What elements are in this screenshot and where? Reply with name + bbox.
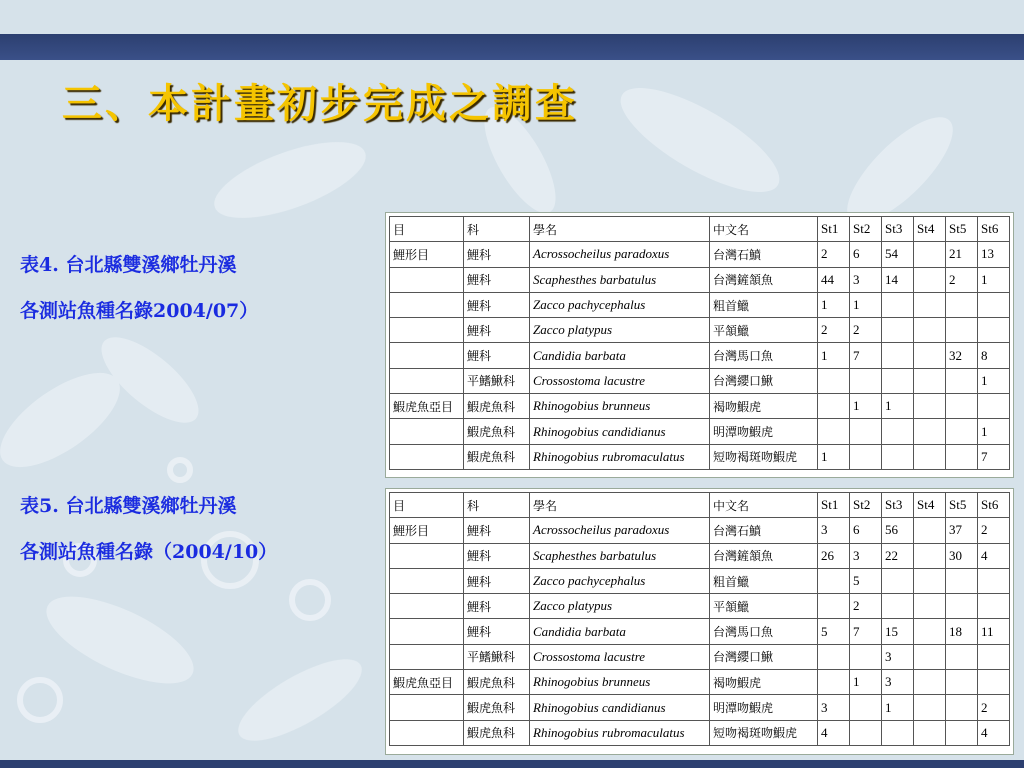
column-header: St2 — [850, 217, 882, 242]
column-header: St3 — [882, 217, 914, 242]
table1-caption — [20, 242, 258, 334]
column-header: St6 — [978, 217, 1010, 242]
table-cell: 鰕虎魚科 — [464, 419, 530, 444]
table-cell — [390, 419, 464, 444]
count-cell — [978, 568, 1010, 593]
table-row — [390, 695, 1010, 720]
count-cell — [946, 594, 978, 619]
count-cell — [946, 368, 978, 393]
table-cell: 明潭吻鰕虎 — [710, 695, 818, 720]
count-cell: 4 — [978, 720, 1010, 745]
table-cell: 粗首鱲 — [710, 292, 818, 317]
table-cell: 鯉科 — [464, 318, 530, 343]
scientific-name-cell: Acrossocheilus paradoxus — [530, 242, 710, 267]
table-cell — [390, 543, 464, 568]
count-cell — [914, 444, 946, 469]
count-cell: 22 — [882, 543, 914, 568]
count-cell — [818, 568, 850, 593]
table-cell: 台灣鏟頷魚 — [710, 267, 818, 292]
scientific-name-cell: Crossostoma lacustre — [530, 368, 710, 393]
count-cell — [882, 419, 914, 444]
count-cell — [882, 568, 914, 593]
table-cell — [390, 644, 464, 669]
count-cell: 3 — [882, 670, 914, 695]
count-cell: 18 — [946, 619, 978, 644]
table-row — [390, 644, 1010, 669]
table-cell: 明潭吻鰕虎 — [710, 419, 818, 444]
table-row — [390, 568, 1010, 593]
table-cell: 褐吻鰕虎 — [710, 670, 818, 695]
column-header: St5 — [946, 217, 978, 242]
table-cell: 台灣馬口魚 — [710, 619, 818, 644]
count-cell — [850, 419, 882, 444]
count-cell — [914, 368, 946, 393]
table-cell: 鯉科 — [464, 518, 530, 543]
table-row — [390, 594, 1010, 619]
table-cell: 鯉形目 — [390, 242, 464, 267]
count-cell: 2 — [850, 594, 882, 619]
count-cell — [978, 318, 1010, 343]
count-cell — [914, 543, 946, 568]
count-cell: 1 — [882, 394, 914, 419]
table-cell: 鯉科 — [464, 619, 530, 644]
table2-caption-line1: 表5. 台北縣雙溪鄉牡丹溪 — [20, 495, 237, 517]
scientific-name-cell: Rhinogobius rubromaculatus — [530, 720, 710, 745]
count-cell: 3 — [818, 695, 850, 720]
table-header-row — [390, 217, 1010, 242]
table-cell: 平頷鱲 — [710, 594, 818, 619]
count-cell — [946, 419, 978, 444]
count-cell: 2 — [818, 242, 850, 267]
table-cell: 粗首鱲 — [710, 568, 818, 593]
table-cell: 鯉科 — [464, 242, 530, 267]
count-cell: 37 — [946, 518, 978, 543]
table-row — [390, 518, 1010, 543]
scientific-name-cell: Zacco pachycephalus — [530, 568, 710, 593]
table-cell — [390, 695, 464, 720]
table-cell: 台灣纓口鰍 — [710, 644, 818, 669]
count-cell — [818, 670, 850, 695]
count-cell — [914, 318, 946, 343]
count-cell — [882, 343, 914, 368]
table-row — [390, 619, 1010, 644]
column-header: St4 — [914, 217, 946, 242]
count-cell — [818, 368, 850, 393]
count-cell — [850, 644, 882, 669]
count-cell — [850, 720, 882, 745]
table-cell: 台灣鏟頷魚 — [710, 543, 818, 568]
count-cell — [818, 644, 850, 669]
count-cell: 2 — [850, 318, 882, 343]
count-cell — [946, 720, 978, 745]
count-cell: 54 — [882, 242, 914, 267]
count-cell — [914, 720, 946, 745]
column-header: St1 — [818, 493, 850, 518]
table-cell: 鯉科 — [464, 292, 530, 317]
table-cell: 鰕虎魚科 — [464, 670, 530, 695]
column-header: St5 — [946, 493, 978, 518]
table-cell: 鰕虎魚科 — [464, 444, 530, 469]
count-cell — [914, 670, 946, 695]
column-header: St1 — [818, 217, 850, 242]
table-row — [390, 394, 1010, 419]
bottom-banner-bar — [0, 760, 1024, 768]
count-cell — [946, 644, 978, 669]
table-cell: 鰕虎魚亞目 — [390, 670, 464, 695]
table-cell: 台灣纓口鰍 — [710, 368, 818, 393]
table-row — [390, 318, 1010, 343]
count-cell: 3 — [882, 644, 914, 669]
table-cell: 台灣馬口魚 — [710, 343, 818, 368]
table2-caption — [20, 483, 277, 575]
scientific-name-cell: Zacco platypus — [530, 318, 710, 343]
table-cell: 鯉科 — [464, 568, 530, 593]
count-cell: 1 — [978, 419, 1010, 444]
count-cell: 1 — [818, 292, 850, 317]
table-row — [390, 444, 1010, 469]
scientific-name-cell: Crossostoma lacustre — [530, 644, 710, 669]
count-cell — [914, 394, 946, 419]
fish-species-table-2004-10 — [389, 492, 1010, 746]
fish-species-table-2004-07 — [389, 216, 1010, 470]
count-cell: 3 — [850, 543, 882, 568]
scientific-name-cell: Scaphesthes barbatulus — [530, 543, 710, 568]
table-row — [390, 543, 1010, 568]
table-cell: 鰕虎魚科 — [464, 720, 530, 745]
count-cell — [978, 670, 1010, 695]
table-cell: 鯉科 — [464, 594, 530, 619]
count-cell: 2 — [978, 695, 1010, 720]
scientific-name-cell: Acrossocheilus paradoxus — [530, 518, 710, 543]
table-cell: 鯉科 — [464, 543, 530, 568]
count-cell: 1 — [882, 695, 914, 720]
count-cell — [914, 419, 946, 444]
column-header: 學名 — [530, 493, 710, 518]
count-cell — [978, 292, 1010, 317]
count-cell: 6 — [850, 518, 882, 543]
count-cell — [978, 394, 1010, 419]
table-cell: 短吻褐斑吻鰕虎 — [710, 444, 818, 469]
count-cell: 15 — [882, 619, 914, 644]
table-row — [390, 267, 1010, 292]
column-header: 目 — [390, 493, 464, 518]
count-cell — [914, 267, 946, 292]
scientific-name-cell: Candidia barbata — [530, 619, 710, 644]
count-cell — [946, 444, 978, 469]
count-cell — [850, 368, 882, 393]
scientific-name-cell: Scaphesthes barbatulus — [530, 267, 710, 292]
table-row — [390, 292, 1010, 317]
column-header: 學名 — [530, 217, 710, 242]
slide-title: 三、本計畫初步完成之調查 — [62, 80, 578, 127]
count-cell: 4 — [978, 543, 1010, 568]
table-row — [390, 720, 1010, 745]
count-cell: 44 — [818, 267, 850, 292]
count-cell — [882, 720, 914, 745]
table-cell — [390, 343, 464, 368]
count-cell — [914, 292, 946, 317]
scientific-name-cell: Zacco pachycephalus — [530, 292, 710, 317]
column-header: 中文名 — [710, 217, 818, 242]
scientific-name-cell: Rhinogobius candidianus — [530, 695, 710, 720]
column-header: 科 — [464, 217, 530, 242]
scientific-name-cell: Candidia barbata — [530, 343, 710, 368]
table2-caption-line2: 各測站魚種名錄（2004/10） — [20, 541, 278, 563]
scientific-name-cell: Rhinogobius candidianus — [530, 419, 710, 444]
count-cell — [882, 444, 914, 469]
count-cell — [850, 695, 882, 720]
table-cell: 平鰭鰍科 — [464, 368, 530, 393]
table-row — [390, 670, 1010, 695]
count-cell: 5 — [818, 619, 850, 644]
table-cell — [390, 267, 464, 292]
count-cell: 7 — [850, 343, 882, 368]
table-row — [390, 419, 1010, 444]
count-cell: 3 — [850, 267, 882, 292]
count-cell — [914, 695, 946, 720]
table-cell — [390, 444, 464, 469]
table-cell: 褐吻鰕虎 — [710, 394, 818, 419]
scientific-name-cell: Zacco platypus — [530, 594, 710, 619]
count-cell: 7 — [978, 444, 1010, 469]
table-cell: 鯉形目 — [390, 518, 464, 543]
count-cell: 1 — [818, 444, 850, 469]
count-cell — [914, 343, 946, 368]
column-header: 科 — [464, 493, 530, 518]
count-cell — [946, 318, 978, 343]
count-cell: 1 — [850, 292, 882, 317]
count-cell — [946, 695, 978, 720]
count-cell — [818, 594, 850, 619]
count-cell: 7 — [850, 619, 882, 644]
table-cell: 短吻褐斑吻鰕虎 — [710, 720, 818, 745]
table-header-row — [390, 493, 1010, 518]
count-cell — [914, 619, 946, 644]
table-cell: 台灣石鱝 — [710, 518, 818, 543]
top-banner-bar — [0, 34, 1024, 60]
count-cell: 21 — [946, 242, 978, 267]
count-cell — [914, 242, 946, 267]
count-cell: 3 — [818, 518, 850, 543]
column-header: St6 — [978, 493, 1010, 518]
count-cell — [914, 568, 946, 593]
table-cell — [390, 720, 464, 745]
count-cell: 13 — [978, 242, 1010, 267]
table-cell: 平頷鱲 — [710, 318, 818, 343]
count-cell — [946, 670, 978, 695]
table-cell: 平鰭鰍科 — [464, 644, 530, 669]
count-cell: 2 — [818, 318, 850, 343]
count-cell: 6 — [850, 242, 882, 267]
count-cell: 2 — [946, 267, 978, 292]
count-cell: 11 — [978, 619, 1010, 644]
table2-panel — [385, 488, 1014, 755]
count-cell — [850, 444, 882, 469]
table-cell: 鯉科 — [464, 343, 530, 368]
count-cell — [882, 594, 914, 619]
count-cell — [914, 644, 946, 669]
count-cell — [882, 368, 914, 393]
column-header: 中文名 — [710, 493, 818, 518]
table1-panel — [385, 212, 1014, 478]
count-cell: 14 — [882, 267, 914, 292]
count-cell — [914, 518, 946, 543]
table-cell — [390, 292, 464, 317]
count-cell: 32 — [946, 343, 978, 368]
count-cell: 56 — [882, 518, 914, 543]
count-cell — [882, 292, 914, 317]
column-header: St3 — [882, 493, 914, 518]
count-cell — [978, 644, 1010, 669]
count-cell: 1 — [850, 670, 882, 695]
table-row — [390, 343, 1010, 368]
table1-caption-line1: 表4. 台北縣雙溪鄉牡丹溪 — [20, 254, 237, 276]
table-row — [390, 242, 1010, 267]
column-header: St4 — [914, 493, 946, 518]
table-cell: 鰕虎魚科 — [464, 695, 530, 720]
count-cell: 26 — [818, 543, 850, 568]
count-cell: 1 — [818, 343, 850, 368]
count-cell — [818, 394, 850, 419]
count-cell — [882, 318, 914, 343]
count-cell: 1 — [978, 267, 1010, 292]
column-header: St2 — [850, 493, 882, 518]
count-cell: 1 — [978, 368, 1010, 393]
count-cell — [946, 394, 978, 419]
table-cell — [390, 594, 464, 619]
count-cell: 1 — [850, 394, 882, 419]
table-cell — [390, 619, 464, 644]
scientific-name-cell: Rhinogobius rubromaculatus — [530, 444, 710, 469]
count-cell: 8 — [978, 343, 1010, 368]
scientific-name-cell: Rhinogobius brunneus — [530, 670, 710, 695]
count-cell — [978, 594, 1010, 619]
table-cell: 鰕虎魚科 — [464, 394, 530, 419]
table-cell — [390, 318, 464, 343]
table-cell: 鯉科 — [464, 267, 530, 292]
count-cell — [946, 292, 978, 317]
table-row — [390, 368, 1010, 393]
count-cell: 4 — [818, 720, 850, 745]
table-cell: 鰕虎魚亞目 — [390, 394, 464, 419]
count-cell — [818, 419, 850, 444]
count-cell — [946, 568, 978, 593]
count-cell: 5 — [850, 568, 882, 593]
table1-caption-line2: 各測站魚種名錄2004/07） — [20, 300, 259, 322]
table-cell — [390, 568, 464, 593]
column-header: 目 — [390, 217, 464, 242]
count-cell: 30 — [946, 543, 978, 568]
table-cell — [390, 368, 464, 393]
table-cell: 台灣石鱝 — [710, 242, 818, 267]
scientific-name-cell: Rhinogobius brunneus — [530, 394, 710, 419]
count-cell — [914, 594, 946, 619]
count-cell: 2 — [978, 518, 1010, 543]
